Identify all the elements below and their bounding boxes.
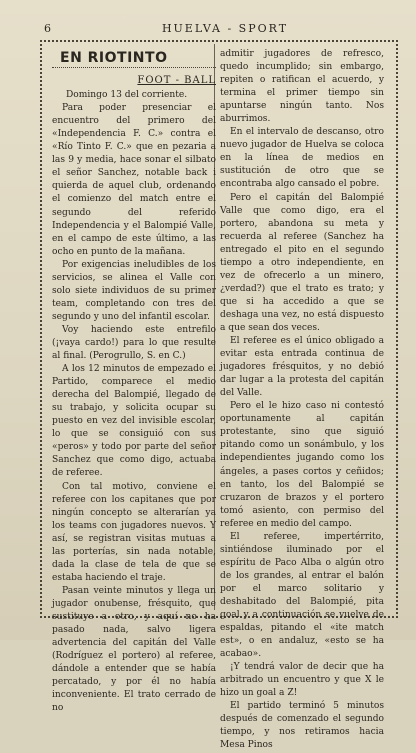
paragraph: Domingo 13 del corriente. [66,90,188,101]
section-subhead: FOOT - BALL [137,75,216,87]
paragraph: Pero el le hizo caso ni contestó oportunamente al capitán protestante, sino que siguió pitando como un sonámbulo, y los independientes jugando como los ángeles, a pases cortos y ceñidos; en tanto, los del Balompié se cruzaron de brazos y el portero tomó asiento, con permiso del referee en medio del campo. [220,401,384,529]
paragraph: admitir jugadores de refresco, quedo incumplido; sin embargo, repiten o ratifican el acuerdo, y termina el primer tiempo sin apuntarse ningún tanto. Nos aburrimos. [220,49,384,125]
article-title: EN RIOTINTO [60,50,168,66]
paragraph: El referee, impertérrito, sintiéndose iluminado por el espíritu de Paco Alba o algún otro de los grandes, al entrar el balón por el marco solitario y deshabitado del Balompié, pita goal y a continuación se vuelve de espaldas, pitando el «ite match est», o en andaluz, «esto se ha acabao». [220,531,384,660]
paragraph: En el intervalo de descanso, otro nuevo jugador de Huelva se coloca en la línea de medios en sustitución de otro que se encontraba algo cansado el pobre. [220,127,384,190]
right-column [220,48,384,753]
paragraph: A los 12 minutos de empezado el Partido, comparece el medio derecha del Balompié, llegado de su trabajo, y solicita ocupar su puesto en vez del invisible escolar, lo que se consiguió con sus «peros» y todo por parte del señor Sanchez que como digo, actuaba de referee. [52,364,216,479]
paragraph: Con tal motivo, conviene el referee con los capitanes que por ningún concepto se alterarían ya los teams con jugadores nuevos. Y así, se registran visitas mutuas a las porterías, sin nada notable, dada la clase de tela de que se estaba haciendo el traje. [52,481,216,583]
paragraph: Voy haciendo este entrefilo (¡vaya cardo!) para lo que resulte al final. (Perogrullo, S. en C.) [52,324,216,362]
paragraph: Por exigencias ineludibles de los servicios, se alinea el Valle con solo siete individuos de su primer team, completando con tres del segundo y uno del infantil escolar. [52,259,216,322]
paragraph: Para poder presenciar el encuentro del primero del «Independencia F. C.» contra el «Río Tinto F. C.» que en pezaria a las 9 y media, hace sonar el silbato el señor Sanchez, notable back i quierda de aquel club, ordenando el comienzo del match entre el segundo del referido Independencia y el Balompié Valle, en el campo de este último, a las ocho en punto de la mañana. [52,103,216,257]
paragraph: Pero el capitán del Balompié Valle que como digo, era el portero, abandona su meta y recuerda al referee (Sanchez ha entregado el pito en el segundo tiempo a otro independiente, en vez de ofrecerlo a un minero, ¿verdad?) que el trato es trato; y que si ha accedido a que se deshaga una vez, no está dispuesto a que sean dos veces. [220,192,384,333]
paragraph: El referee es el único obligado a evitar esta entrada continua de jugadores frésquitos, y no debió dar lugar a la protesta del capitán del Valle. [220,336,384,399]
paragraph: El partido terminó 5 minutos después de comenzado el segundo tiempo, y nos retiramos hacia Mesa Pinos [220,701,384,751]
title-rule [52,67,216,68]
page-number: 6 [44,22,52,35]
paragraph: ¡Y tendrá valor de decir que ha arbitrado un encuentro y que X le hizo un goal a Z! [220,662,384,699]
running-head: HUELVA - SPORT [161,22,289,35]
paragraph: Pasan veinte minutos y llega un jugador onubense, frésquito, que sustituye a otro, y aquí no ha pasado nada, salvo ligera advertencia del capitán del Valle (Rodríguez el portero) al referee, dándole a entender que se había percatado, y por él no había inconveniente. El trato cerrado de no [52,585,216,714]
left-column [52,48,216,715]
